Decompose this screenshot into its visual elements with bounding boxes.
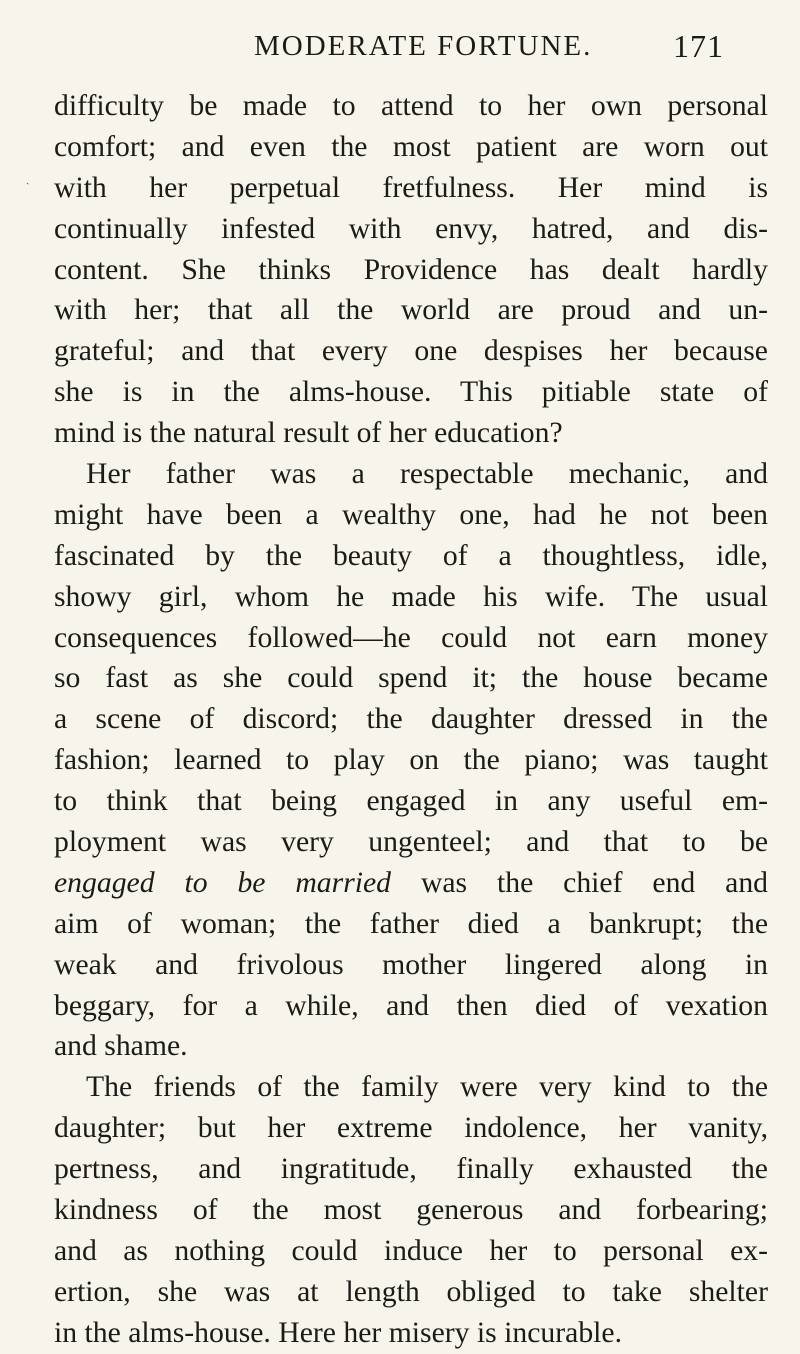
- text-line: fascinated by the beauty of a thoughtless, idle,: [54, 539, 768, 572]
- text-line: with her; that all the world are proud and un-: [54, 294, 768, 327]
- text-line: continually infested with envy, hatred, and dis-: [54, 212, 768, 245]
- text-line: pertness, and ingratitude, finally exhausted the: [54, 1153, 768, 1186]
- text-line: showy girl, whom he made his wife. The usual: [54, 580, 768, 613]
- text-line: grateful; and that every one despises her because: [54, 335, 768, 368]
- text-line: ertion, she was at length obliged to take shelter: [54, 1275, 768, 1308]
- text-line: daughter; but her extreme indolence, her vanity,: [54, 1112, 768, 1145]
- body-text: [54, 86, 768, 1354]
- text-line: ployment was very ungenteel; and that to be: [54, 826, 768, 859]
- text-line: in the alms-house. Here her misery is incurable.: [54, 1316, 623, 1349]
- text-line: might have been a wealthy one, had he not been: [54, 498, 768, 531]
- text-line: difficulty be made to attend to her own personal: [54, 90, 768, 122]
- text-line: with her perpetual fretfulness. Her mind is: [54, 171, 768, 204]
- margin-mark: ˎ: [26, 173, 30, 185]
- text-line: so fast as she could spend it; the house became: [54, 662, 768, 695]
- text-line: she is in the alms-house. This pitiable state of: [54, 376, 768, 409]
- text-line-with-emphasis: [54, 863, 768, 904]
- text-line: and as nothing could induce her to personal ex-: [54, 1234, 768, 1267]
- text-line: Her father was a respectable mechanic, and: [86, 458, 768, 491]
- running-head: [254, 26, 744, 66]
- text-line: comfort; and even the most patient are worn out: [54, 130, 768, 163]
- text-line: weak and frivolous mother lingered along in: [54, 948, 768, 981]
- text-line: to think that being engaged in any useful em-: [54, 785, 768, 818]
- text-line: mind is the natural result of her education?: [54, 417, 563, 450]
- text-line: content. She thinks Providence has dealt hardly: [54, 253, 768, 286]
- text-line: beggary, for a while, and then died of vexation: [54, 989, 768, 1022]
- text-fragment: was the chief end and: [420, 866, 769, 899]
- text-line: consequences followed—he could not earn money: [54, 621, 768, 654]
- text-line: fashion; learned to play on the piano; was taught: [54, 744, 768, 777]
- text-line: The friends of the family were very kind to the: [86, 1071, 768, 1104]
- running-title: MODERATE FORTUNE.: [254, 30, 593, 62]
- emphasized-phrase: engaged to be married: [54, 866, 392, 899]
- text-line: aim of woman; the father died a bankrupt; the: [54, 907, 768, 940]
- text-line: a scene of discord; the daughter dressed in the: [54, 703, 768, 736]
- page-number: 171: [673, 28, 724, 64]
- text-line: and shame.: [54, 1030, 188, 1063]
- text-line: kindness of the most generous and forbearing;: [54, 1194, 768, 1227]
